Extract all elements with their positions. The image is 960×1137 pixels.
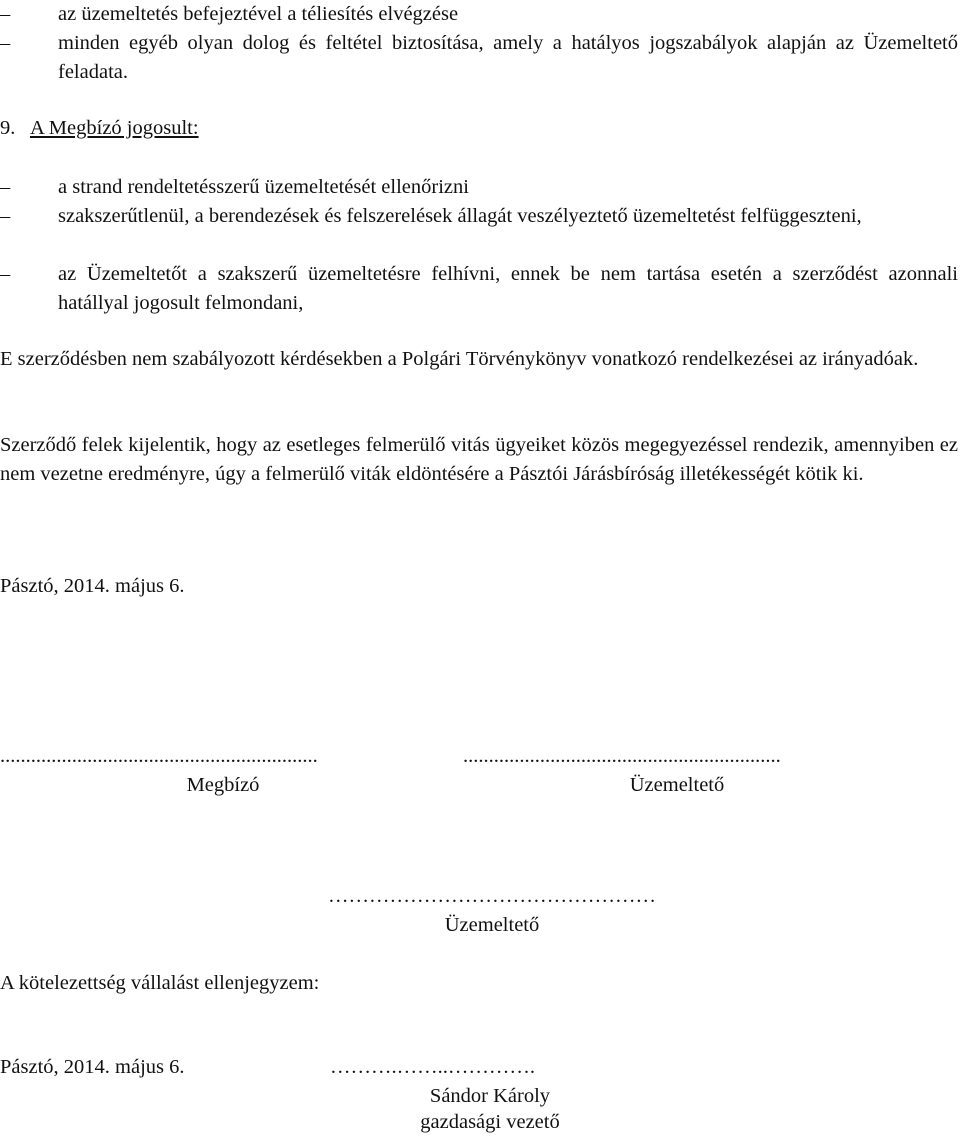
countersign-label: A kötelezettség vállalást ellenjegyzem: [0,972,320,994]
signature-block-client [0,744,446,802]
dash-bullet: – [0,205,11,227]
signature-block-operator-2 [262,884,722,942]
list-item [0,260,958,318]
dash-bullet: – [0,3,11,25]
dash-bullet: – [0,176,11,198]
list-item-text: az üzemeltetés befejeztével a téliesítés elvégzése [58,3,459,25]
civil-code-paragraph: E szerződésben nem szabályozott kérdésekben a Polgári Törvénykönyv vonatkozó rendelkezései az irányadóak. [0,348,919,370]
list-item-text: minden egyéb olyan dolog és feltétel biztosítása, amely a hatályos jogszabályok alapján az Üzemeltető feladata. [58,32,958,83]
countersign-date: Pásztó, 2014. május 6. [0,1056,185,1078]
signature-line: .............................................................. [463,745,781,767]
signature-line: .............................................................. [0,745,318,767]
countersign-name-block [340,1083,640,1135]
signature-label: Megbízó [186,774,260,796]
signature-line: ……….……..…………. [330,1056,535,1078]
date-place: Pásztó, 2014. május 6. [0,575,185,597]
signatory-name: Sándor Károly [429,1085,551,1107]
list-item-text: a strand rendeltetésszerű üzemeltetését ellenőrizni [58,176,469,198]
section-9-heading: A Megbízó jogosult: [30,117,199,139]
signature-label: Üzemeltető [629,774,725,796]
list-item [0,173,958,202]
list-item-text: szakszerűtlenül, a berendezések és felszerelések állagát veszélyeztető üzemeltetést felfüggeszteni, [58,205,862,227]
signature-line: ………………………………………… [328,885,656,907]
dash-bullet: – [0,32,11,54]
signature-block-operator [463,744,891,802]
list-item [0,202,958,231]
section-9-number: 9. [0,117,16,139]
dash-bullet: – [0,263,11,285]
countersign-signature [330,1055,650,1079]
signatory-title: gazdasági vezető [420,1111,560,1133]
list-item [0,0,958,29]
signature-label: Üzemeltető [444,914,540,936]
list-item [0,29,958,87]
list-item-text: az Üzemeltetőt a szakszerű üzemeltetésre felhívni, ennek be nem tartása esetén a szerződést azonnali hatállyal jogosult felmondani, [58,263,958,314]
disputes-paragraph: Szerződő felek kijelentik, hogy az esetleges felmerülő vitás ügyeiket közös megegyezéssel rendezik, amennyiben ez nem vezetne eredményre, úgy a felmerülő viták eldöntésére a Pásztói Járásbíróság illetékességét kötik ki. [0,434,958,485]
